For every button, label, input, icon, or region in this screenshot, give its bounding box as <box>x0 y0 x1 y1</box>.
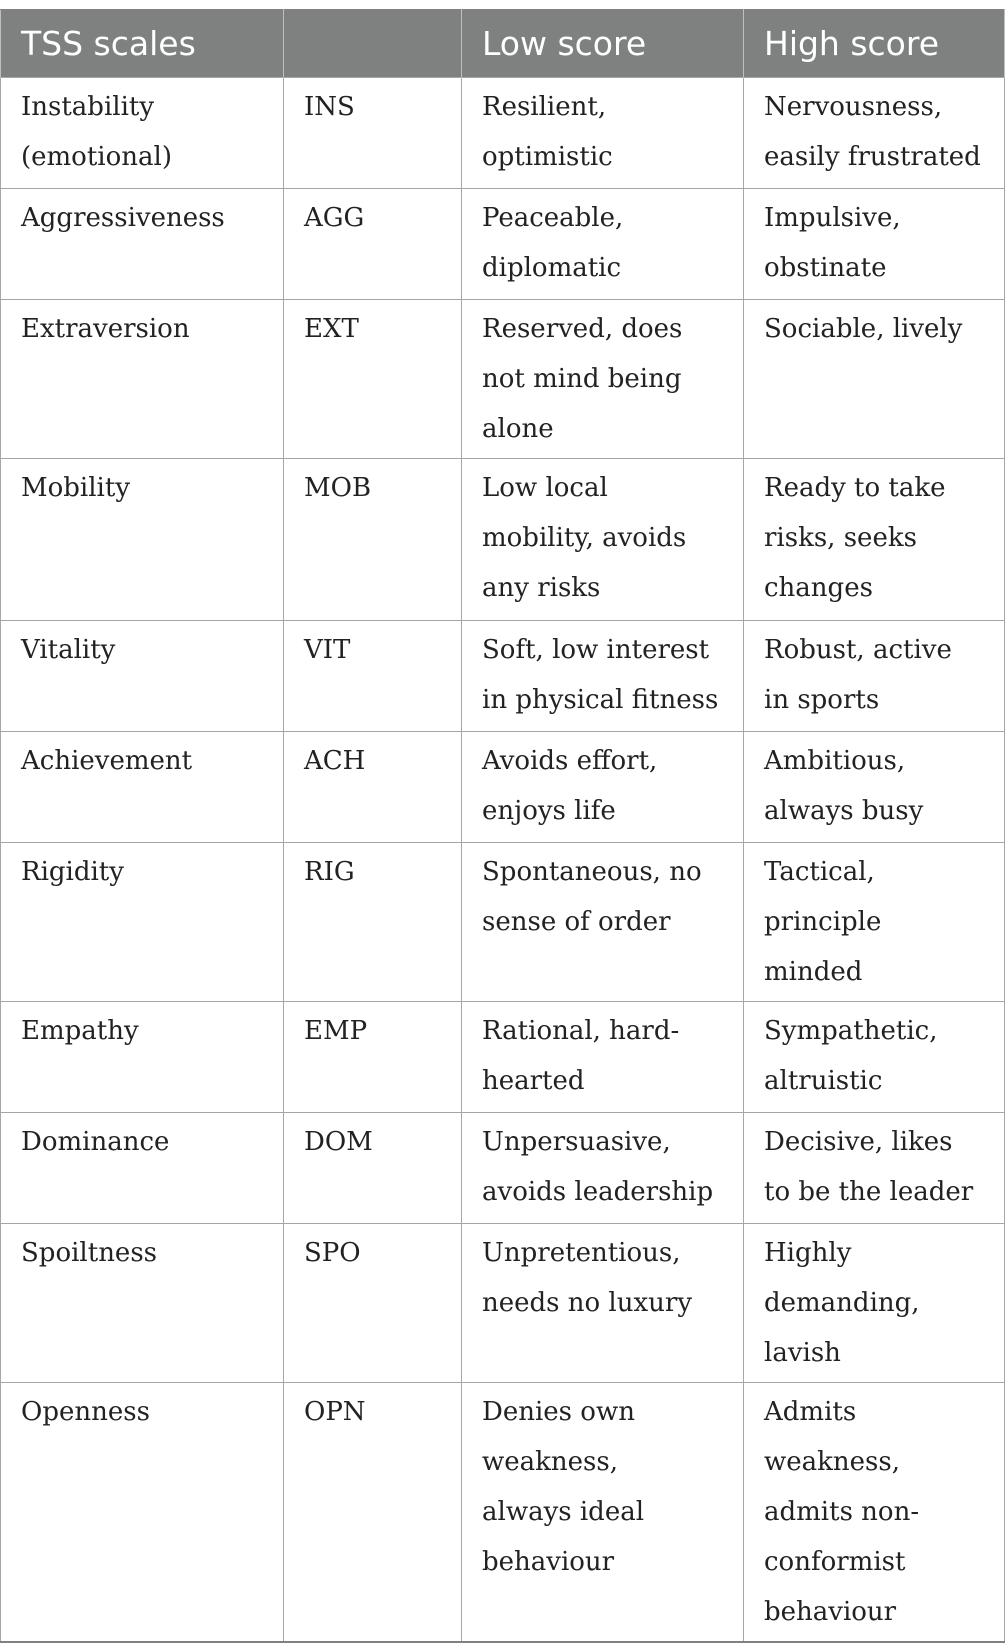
table-row <box>1 1224 1005 1383</box>
high-score-cell: Tactical, principle minded <box>744 843 1005 1002</box>
scale-abbr-cell: ACH <box>284 732 462 843</box>
header-tss-scales: TSS scales <box>1 10 284 78</box>
scale-abbr-cell: EMP <box>284 1002 462 1113</box>
table-row <box>1 300 1005 459</box>
low-score-cell: Denies own weakness, always ideal behaviour <box>462 1383 744 1643</box>
scale-abbr-cell: EXT <box>284 300 462 459</box>
scale-abbr-cell: DOM <box>284 1113 462 1224</box>
high-score-cell: Ambitious, always busy <box>744 732 1005 843</box>
header-high-score: High score <box>744 10 1005 78</box>
scale-name-cell: Empathy <box>1 1002 284 1113</box>
high-score-cell: Robust, active in sports <box>744 621 1005 732</box>
scale-name-cell: Rigidity <box>1 843 284 1002</box>
table-row <box>1 1113 1005 1224</box>
scale-name-cell: Vitality <box>1 621 284 732</box>
table-row <box>1 1383 1005 1643</box>
low-score-cell: Unpersuasive, avoids leadership <box>462 1113 744 1224</box>
low-score-cell: Reserved, does not mind being alone <box>462 300 744 459</box>
low-score-cell: Rational, hard-hearted <box>462 1002 744 1113</box>
scale-name-cell: Aggressiveness <box>1 189 284 300</box>
low-score-cell: Low local mobility, avoids any risks <box>462 459 744 621</box>
high-score-cell: Ready to take risks, seeks changes <box>744 459 1005 621</box>
scale-abbr-cell: AGG <box>284 189 462 300</box>
high-score-cell: Decisive, likes to be the leader <box>744 1113 1005 1224</box>
low-score-cell: Avoids effort, enjoys life <box>462 732 744 843</box>
scale-name-cell: Spoiltness <box>1 1224 284 1383</box>
high-score-cell: Nervousness, easily frustrated <box>744 78 1005 189</box>
table-header-row <box>1 10 1005 78</box>
table-row <box>1 1002 1005 1113</box>
low-score-cell: Spontaneous, no sense of order <box>462 843 744 1002</box>
low-score-cell: Soft, low interest in physical fitness <box>462 621 744 732</box>
table-row <box>1 843 1005 1002</box>
scale-name-cell: Dominance <box>1 1113 284 1224</box>
high-score-cell: Sociable, lively <box>744 300 1005 459</box>
scale-name-cell: Mobility <box>1 459 284 621</box>
scale-name-cell: Openness <box>1 1383 284 1643</box>
table-row <box>1 459 1005 621</box>
scale-abbr-cell: INS <box>284 78 462 189</box>
scale-name-cell: Instability (emotional) <box>1 78 284 189</box>
high-score-cell: Impulsive, obstinate <box>744 189 1005 300</box>
scale-abbr-cell: RIG <box>284 843 462 1002</box>
tss-scales-table <box>0 9 1005 1643</box>
table-row <box>1 189 1005 300</box>
header-low-score: Low score <box>462 10 744 78</box>
scale-abbr-cell: VIT <box>284 621 462 732</box>
table-row <box>1 78 1005 189</box>
low-score-cell: Unpretentious, needs no luxury <box>462 1224 744 1383</box>
low-score-cell: Resilient, optimistic <box>462 78 744 189</box>
high-score-cell: Admits weakness, admits non-conformist behaviour <box>744 1383 1005 1643</box>
table-row <box>1 621 1005 732</box>
low-score-cell: Peaceable, diplomatic <box>462 189 744 300</box>
scale-abbr-cell: MOB <box>284 459 462 621</box>
scale-abbr-cell: OPN <box>284 1383 462 1643</box>
scale-abbr-cell: SPO <box>284 1224 462 1383</box>
high-score-cell: Sympathetic, altruistic <box>744 1002 1005 1113</box>
scale-name-cell: Extraversion <box>1 300 284 459</box>
table-row <box>1 732 1005 843</box>
scale-name-cell: Achievement <box>1 732 284 843</box>
tss-scales-table-container <box>0 9 1004 1643</box>
high-score-cell: Highly demanding, lavish <box>744 1224 1005 1383</box>
header-abbreviation <box>284 10 462 78</box>
